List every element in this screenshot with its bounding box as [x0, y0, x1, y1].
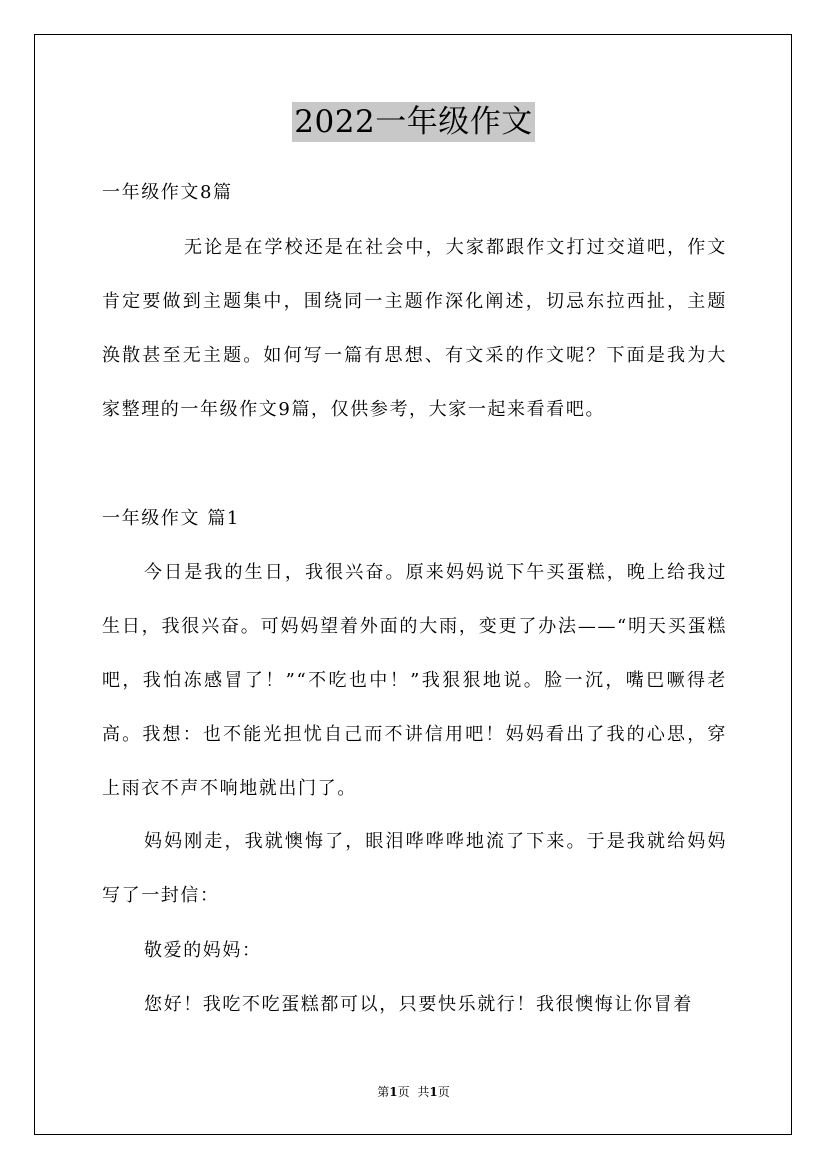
footer-total-prefix: 共: [417, 1085, 430, 1099]
document-title-wrapper: [0, 102, 827, 142]
letter-body-start: 您好！我吃不吃蛋糕都可以，只要快乐就行！我很懊悔让你冒着: [144, 994, 693, 1015]
letter-salutation: 敬爱的妈妈：: [144, 940, 262, 961]
essay-paragraph-2: 妈妈刚走，我就懊悔了，眼泪哗哗哗地流了下来。于是我就给妈妈写了一封信：: [102, 831, 727, 906]
footer-page-suffix: 页: [397, 1085, 410, 1099]
page-footer: [0, 1082, 827, 1102]
footer-total-suffix: 页: [437, 1085, 450, 1099]
document-title: 2022一年级作文: [294, 104, 533, 140]
footer-total-pages: 1: [429, 1085, 438, 1099]
main-heading: 一年级作文8篇: [102, 182, 233, 203]
essay-paragraph-1: 今日是我的生日，我很兴奋。原来妈妈说下午买蛋糕，晚上给我过生日，我很兴奋。可妈妈望着外面的大雨，变更了办法——“明天买蛋糕吧，我怕冻感冒了！”“不吃也中！”我狠狠地说。脸一沉，嘴巴噘得老高。我想：也不能光担忧自己而不讲信用吧！妈妈看出了我的心思，穿上雨衣不声不响地就出门了。: [102, 562, 727, 799]
footer-page-number: 1: [389, 1085, 398, 1099]
section-heading: 一年级作文 篇1: [102, 508, 240, 529]
footer-prefix: 第: [377, 1085, 390, 1099]
intro-paragraph: 无论是在学校还是在社会中，大家都跟作文打过交道吧，作文肯定要做到主题集中，围绕同一主题作深化阐述，切忌东拉西扯，主题涣散甚至无主题。如何写一篇有思想、有文采的作文呢？下面是我为大家整理的一年级作文9篇，仅供参考，大家一起来看看吧。: [102, 237, 727, 420]
